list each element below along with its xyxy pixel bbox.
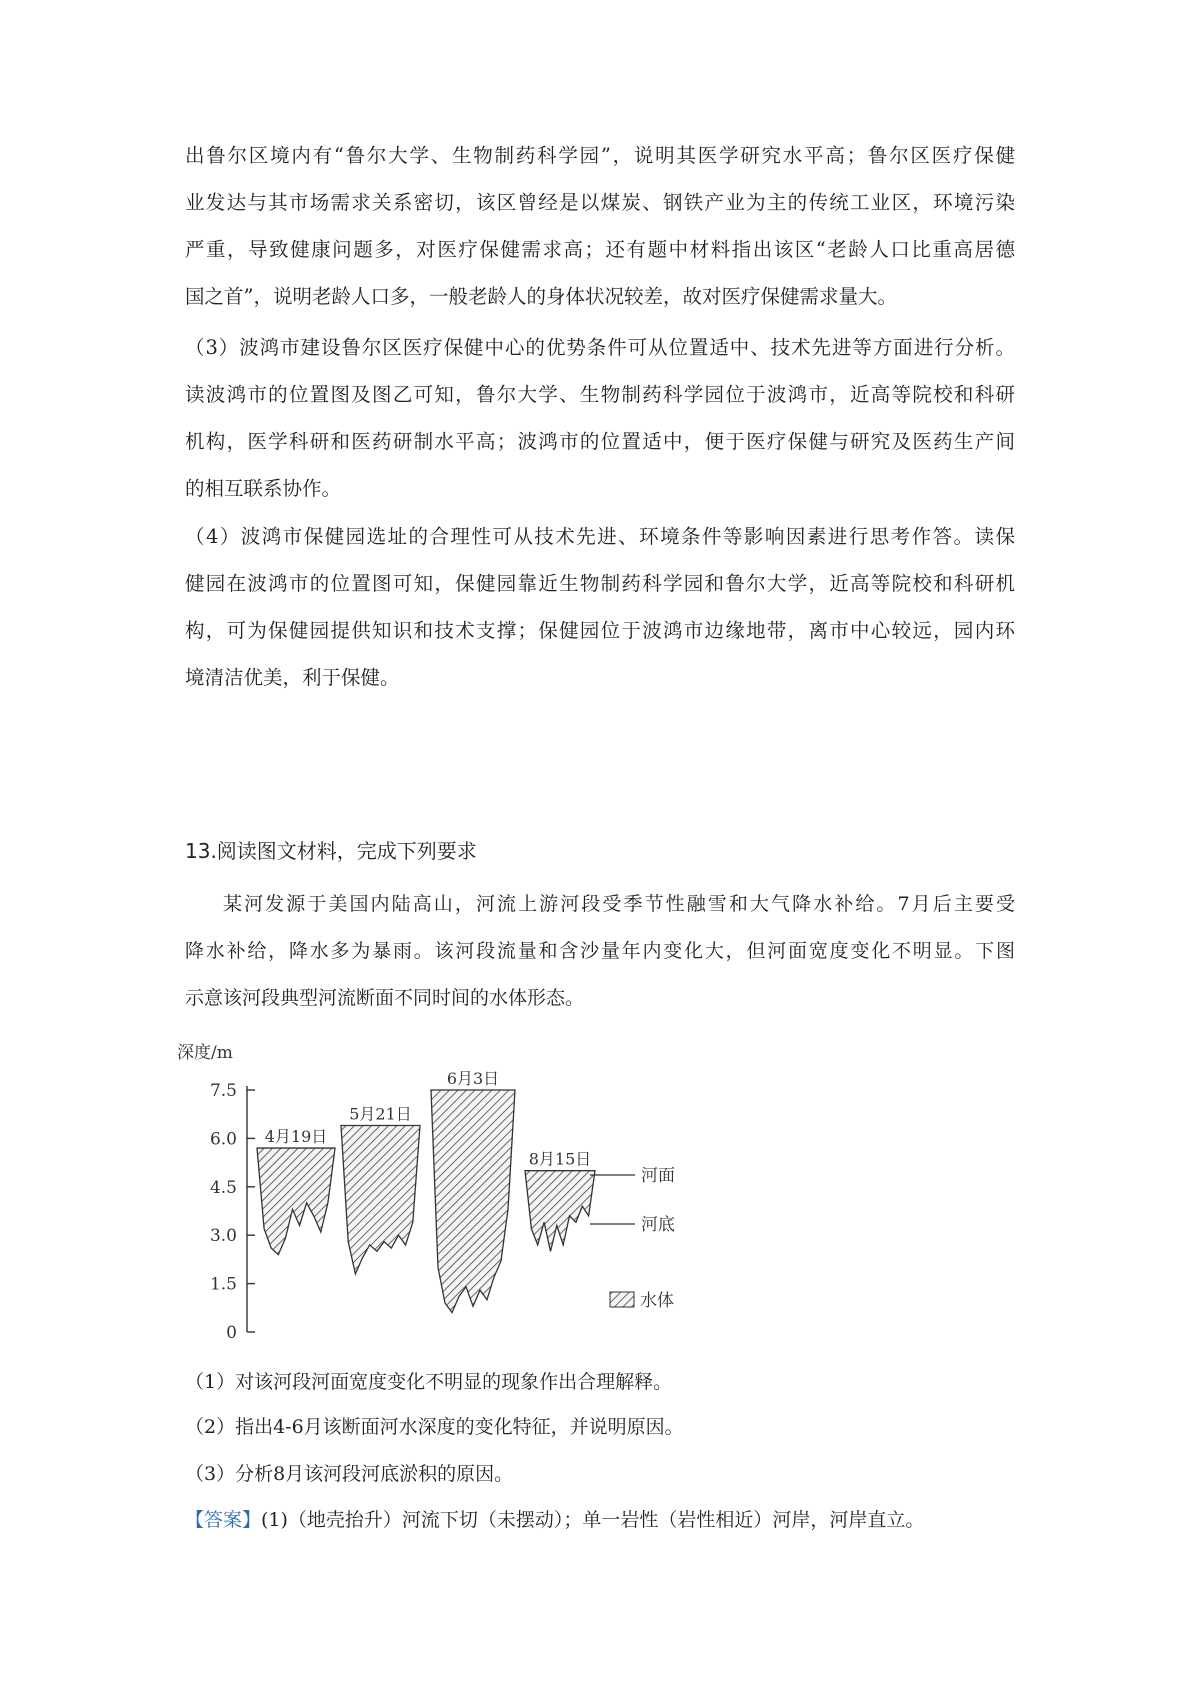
y-tick-label: 3.0 [209,1226,237,1247]
answer-line [185,1506,924,1534]
bed-label: 河底 [641,1215,675,1235]
text-line: 示意该河段典型河流断面不同时间的水体形态。 [185,987,585,1009]
text-line: 境清洁优美，利于保健。 [185,666,400,689]
legend-swatch [610,1292,634,1307]
text-line: 国之首”，说明老龄人口多，一般老龄人的身体状况较差，故对医疗保健需求量大。 [185,285,897,308]
y-axis [210,1081,255,1343]
y-tick-label: 0 [226,1323,237,1343]
section-date-label: 5月21日 [349,1104,412,1124]
y-tick-label: 4.5 [209,1177,237,1198]
legend-label: 水体 [640,1291,674,1311]
river-cross-section-chart [177,1040,765,1360]
y-tick-label: 7.5 [209,1081,237,1101]
water-body-section [257,1148,335,1255]
question-3: （3）分析8月该河段河底淤积的原因。 [185,1463,514,1485]
text-line: 出鲁尔区境内有“鲁尔大学、生物制药科学园”，说明其医学研究水平高；鲁尔区医疗保健 [185,144,1015,167]
text-line: 某河发源于美国内陆高山，河流上游河段受季节性融雪和大气降水补给。7月后主要受 [223,893,1015,915]
annotation-bed [590,1215,675,1235]
annotation-surface [590,1166,675,1186]
text-line: 严重，导致健康问题多，对医疗保健需求高；还有题中材料指出该区“老龄人口比重高居德 [185,238,1015,261]
surface-label: 河面 [641,1166,675,1186]
paragraph-park-location [185,513,1015,701]
water-body-section [341,1125,420,1273]
paragraph-ruhr-demand [185,132,1015,320]
text-line: 健园在波鸿市的位置图可知，保健园靠近生物制药科学园和鲁尔大学，近高等院校和科研机 [185,572,1015,595]
text-line: （4）波鸿市保健园选址的合理性可从技术先进、环境条件等影响因素进行思考作答。读保 [185,525,1015,548]
question-1: （1）对该河段河面宽度变化不明显的现象作出合理解释。 [185,1371,673,1393]
text-line: 业发达与其市场需求关系密切，该区曾经是以煤炭、钢铁产业为主的传统工业区，环境污染 [185,191,1015,214]
y-tick-label: 1.5 [209,1274,237,1295]
water-body-section [431,1090,515,1313]
section-date-label: 8月15日 [528,1149,592,1169]
cross-sections [257,1069,595,1313]
section-date-label: 6月3日 [446,1069,500,1088]
legend [610,1291,674,1311]
text-line: 的相互联系协作。 [185,477,342,500]
question-2: （2）指出4-6月该断面河水深度的变化特征，并说明原因。 [185,1416,684,1438]
paragraph-bochum-advantages [185,324,1015,512]
y-axis-label: 深度/m [177,1043,233,1063]
answer-tag: 【答案】 [185,1509,262,1531]
text-line: 降水补给，降水多为暴雨。该河段流量和含沙量年内变化大，但河面宽度变化不明显。下图 [185,940,1015,962]
answer-text: (1)（地壳抬升）河流下切（未摆动）；单一岩性（岩性相近）河岸，河岸直立。 [261,1509,925,1531]
question-heading: 13.阅读图文材料，完成下列要求 [185,839,477,863]
section-date-label: 4月19日 [264,1127,328,1147]
material-paragraph [185,881,1015,1022]
text-line: 机构，医学科研和医药研制水平高；波鸿市的位置适中，便于医疗保健与研究及医药生产间 [185,430,1015,453]
y-tick-label: 6.0 [209,1129,237,1150]
text-line: （3）波鸿市建设鲁尔区医疗保健中心的优势条件可从位置适中、技术先进等方面进行分析。 [185,336,1015,359]
text-line: 读波鸿市的位置图及图乙可知，鲁尔大学、生物制药科学园位于波鸿市，近高等院校和科研 [185,383,1015,406]
water-body-section [525,1171,595,1252]
text-line: 构，可为保健园提供知识和技术支撑；保健园位于波鸿市边缘地带，离市中心较远，园内环 [185,619,1015,642]
